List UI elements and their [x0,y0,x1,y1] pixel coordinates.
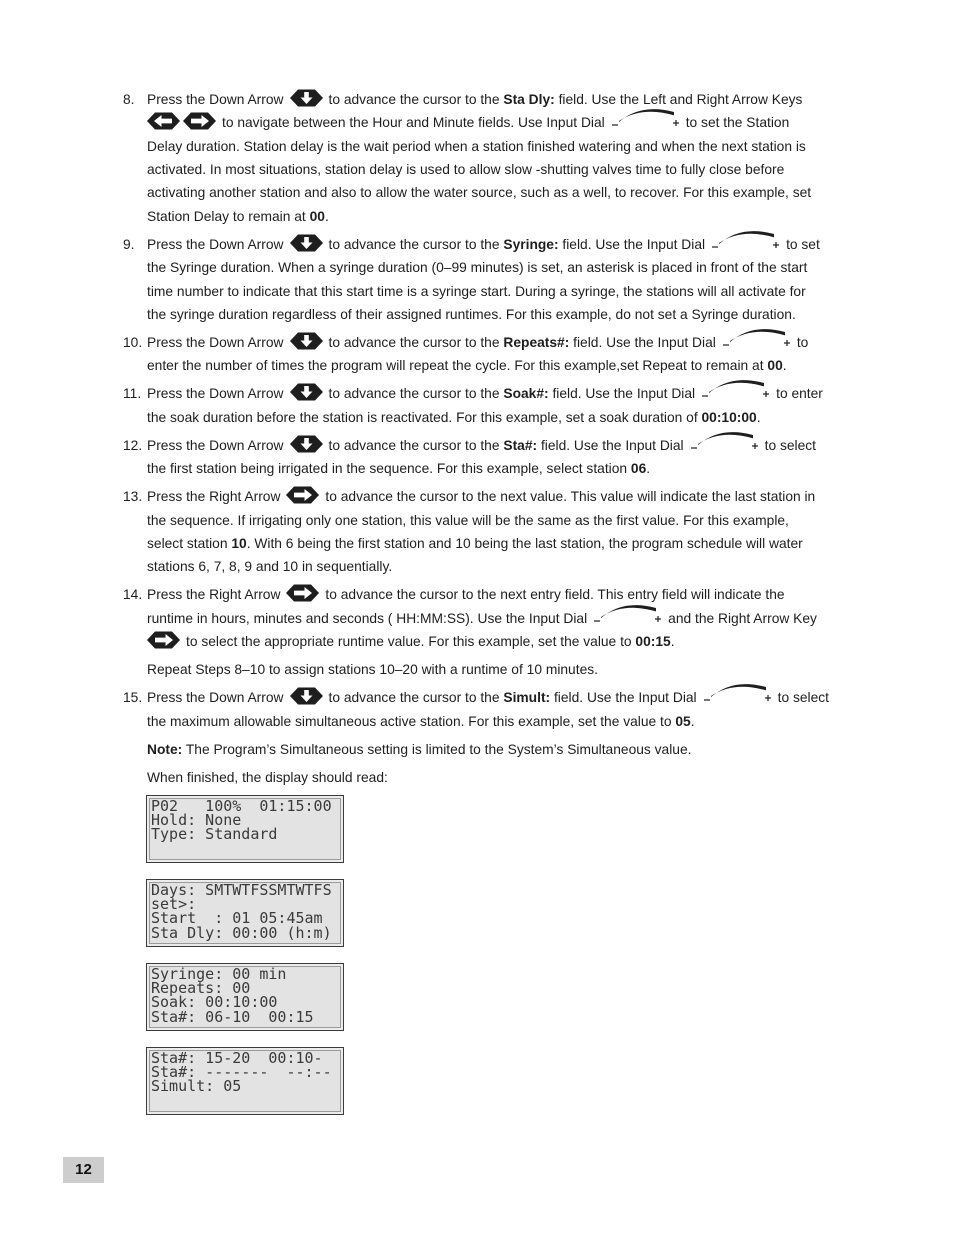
text-run: stations 6, 7, 8, 9 and 10 in sequentially. [147,559,393,575]
text-run: the sequence. If irrigating only one station, this value will be the same as the first value. For this example, [147,512,789,528]
lcd-line: Sta Dly: 00:00 (h:m) [151,923,332,942]
lcd-line: Simult: 05 [151,1077,242,1096]
text-line [147,205,883,228]
step-8 [123,88,883,228]
down-arrow-icon [290,687,323,705]
text-line [147,738,883,761]
text-run: Press the Down Arrow [147,334,284,350]
text-line [147,509,883,532]
step-number: 15. [123,690,143,706]
down-arrow-icon [290,89,323,107]
step-9 [123,233,883,326]
text-run: runtime in hours, minutes and seconds ( HH:MM:SS). Use the Input Dial [147,610,588,626]
step-13 [123,485,883,578]
text-line [147,181,883,204]
lcd-display [146,879,344,947]
text-line [147,354,883,377]
lcd-line: Sta#: 06-10 00:15 [151,1007,314,1026]
bold-text: Note: [147,741,183,757]
bold-text: 05 [675,713,691,729]
paragraph [123,766,883,789]
text-run: to advance the cursor to the [328,437,504,453]
text-line [147,630,883,653]
bold-text: Sta#: [503,437,538,453]
step-number: 9. [123,236,135,252]
text-line [147,382,883,405]
step-number: 10. [123,334,143,350]
text-run: to advance the cursor to the [328,236,504,252]
input-dial-icon [593,604,662,628]
lcd-line: Syringe: 00 min [151,965,287,983]
text-line [147,607,883,630]
text-run: to advance the cursor to the [328,690,504,706]
text-run: time number to indicate that this start time is a syringe start. During a syringe, the stations will all activate for [147,283,806,299]
text-run: to advance the cursor to the next entry field. This entry field will indicate the [325,587,785,603]
bold-text: 10 [231,535,247,551]
text-line [147,555,883,578]
text-line [147,88,883,111]
text-run: activated. In most situations, station delay is used to allow slow -shutting valves time to fully close before [147,162,785,178]
text-run: . [670,634,675,650]
text-run: Press the Right Arrow [147,489,281,505]
page-number-box [63,1157,104,1183]
step-number: 8. [123,92,135,107]
text-run: . [646,461,651,477]
text-line [147,434,883,457]
text-run: enter the number of times the program will repeat the cycle. For this example,set Repeat to remain at [147,358,768,374]
text-line [147,406,883,429]
lcd-screen-text [147,880,343,940]
text-run: to advance the cursor to the [328,92,504,107]
text-line [147,710,883,733]
lcd-display [146,1047,344,1115]
text-run: to enter [776,386,823,402]
text-run: to advance the cursor to the [328,386,504,402]
lcd-line: Repeats: 00 [151,979,251,998]
lcd-line: set>: [151,895,197,914]
text-run: field. Use the Input Dial [569,334,716,350]
text-run: When finished, the display should read: [147,769,388,785]
text-line [147,686,883,709]
lcd-display [146,963,344,1031]
text-run: to set [786,236,820,252]
lcd-display [146,795,344,863]
text-run: activating another station and also to allow the water source, such as a well, to recover. For this example, set [147,185,812,201]
text-run: to advance the cursor to the next value. This value will indicate the last station in [325,489,816,505]
text-run: the syringe duration regardless of their assigned runtimes. For this example, do not set a Syringe duration. [147,306,796,322]
text-run: field. Use the Left and Right Arrow Keys [554,92,803,107]
bold-text: Syringe: [503,236,559,252]
text-run: to select the appropriate runtime value. For this example, set the value to [186,634,636,650]
text-run: field. Use the Input Dial [548,386,696,402]
bold-text: Repeats#: [503,334,570,350]
text-run: to select [777,690,830,706]
lcd-line: Days: SMTWTFSSMTWTFS [151,881,332,899]
lcd-line: Sta#: ------- --:-- [151,1063,332,1082]
text-run: . [324,208,329,224]
input-dial-icon [611,108,680,132]
lcd-screen-text [147,1048,343,1094]
text-run: Repeat Steps 8–10 to assign stations 10–20 with a runtime of 10 minutes. [147,662,598,678]
bold-text: 06 [630,461,647,477]
lcd-screen-text [147,964,343,1024]
down-arrow-icon [290,234,323,252]
bold-text: 00:10:00 [701,409,757,425]
page-number: 12 [75,1161,92,1178]
step-11 [123,382,883,429]
text-line [147,256,883,279]
text-run: the Syringe duration. When a syringe duration (0–99 minutes) is set, an asterisk is placed in front of the start [147,260,808,276]
text-run: Press the Down Arrow [147,92,284,107]
text-run: to navigate between the Hour and Minute fields. Use Input Dial [222,115,605,131]
text-run: Press the Right Arrow [147,587,281,603]
text-line [147,303,883,326]
text-run: . [756,409,761,425]
bold-text: Sta Dly: [503,92,555,107]
text-line [147,658,883,681]
text-line [147,158,883,181]
step-14 [123,583,883,653]
step-number: 11. [123,386,142,402]
text-run: . [690,713,695,729]
text-run: and the Right Arrow Key [668,610,817,626]
left-arrow-icon [147,112,180,130]
text-run: field. Use the Input Dial [558,236,706,252]
text-run: field. Use the Input Dial [550,690,697,706]
text-line [147,485,883,508]
text-line [147,583,883,606]
paragraph [123,658,883,681]
lcd-line: Hold: None [151,811,242,830]
text-line [147,766,883,789]
text-run: select station [147,535,232,551]
text-run: field. Use the Input Dial [537,437,684,453]
text-run: Press the Down Arrow [147,437,284,453]
down-arrow-icon [290,332,323,350]
text-line [147,457,883,480]
text-run: to select [764,437,816,453]
bold-text: Simult: [503,690,551,706]
text-run: Station Delay to remain at [147,208,310,224]
right-arrow-icon [286,486,319,504]
bold-text: 00:15 [635,634,671,650]
text-line [147,331,883,354]
step-number: 13. [123,489,143,505]
bold-text: Soak#: [503,386,549,402]
lcd-line: Type: Standard [151,825,278,844]
text-run: Delay duration. Station delay is the wait period when a station finished watering and when the next station is [147,138,806,154]
step-15 [123,686,883,733]
step-12 [123,434,883,481]
text-run: . [782,358,787,374]
text-run: the first station being irrigated in the sequence. For this example, select station [147,461,631,477]
right-arrow-icon [286,584,319,602]
text-run: Press the Down Arrow [147,386,284,402]
bold-text: 00 [767,358,783,374]
down-arrow-icon [290,435,323,453]
text-run: the soak duration before the station is reactivated. For this example, set a soak duration of [147,409,702,425]
input-dial-icon [690,431,759,455]
text-line [147,135,883,158]
step-number: 12. [123,437,143,453]
input-dial-icon [711,230,780,254]
input-dial-icon [722,328,791,352]
step-10 [123,331,883,378]
right-arrow-icon [183,112,216,130]
down-arrow-icon [290,383,323,401]
paragraph [123,738,883,761]
lcd-screen-text [147,796,343,842]
text-run: the maximum allowable simultaneous active station. For this example, set the value to [147,713,676,729]
text-run: The Program’s Simultaneous setting is limited to the System’s Simultaneous value. [182,741,692,757]
bold-text: 00 [309,208,325,224]
text-run: to set the Station [685,115,790,131]
step-number: 14. [123,587,143,603]
text-run: to advance the cursor to the [328,334,504,350]
text-line [147,233,883,256]
text-run: to [796,334,809,350]
lcd-line: P02 100% 01:15:00 [151,797,332,815]
text-line [147,280,883,303]
lcd-line: Start : 01 05:45am [151,909,323,928]
right-arrow-icon [147,631,180,649]
input-dial-icon [703,683,772,707]
text-line [147,532,883,555]
text-line [147,111,883,134]
instructions-list [123,88,883,794]
text-run: Press the Down Arrow [147,236,284,252]
text-run: . With 6 being the first station and 10 being the last station, the program schedule will water [246,535,803,551]
lcd-line: Soak: 00:10:00 [151,993,278,1012]
text-run: Press the Down Arrow [147,690,284,706]
lcd-line: Sta#: 15-20 00:10- [151,1049,323,1067]
input-dial-icon [701,379,770,403]
